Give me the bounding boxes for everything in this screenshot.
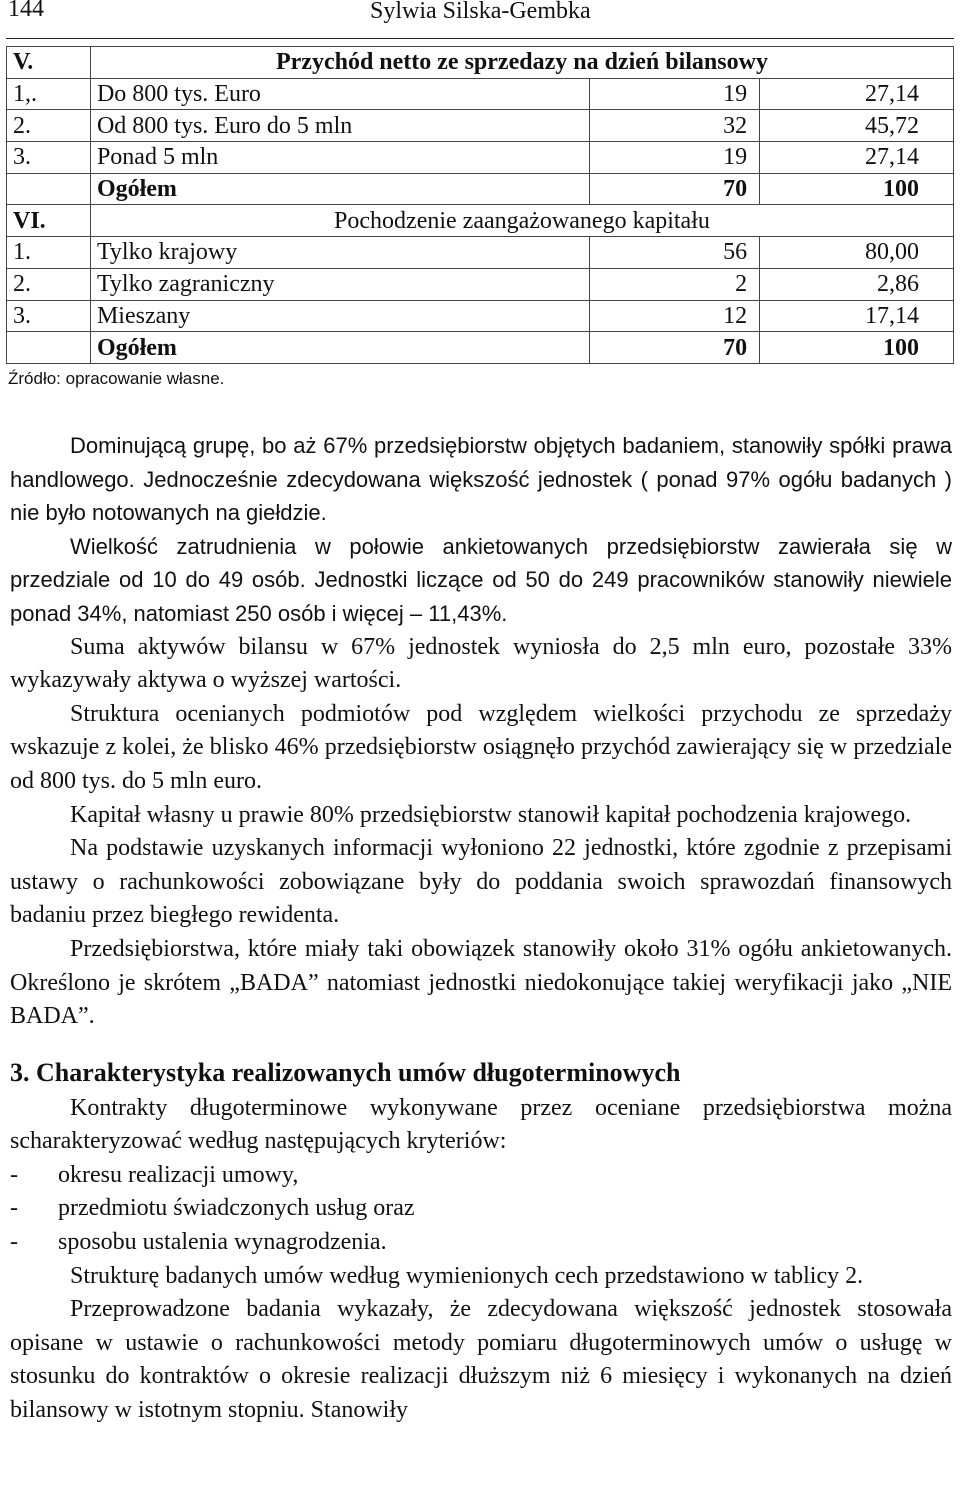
table-row <box>7 142 954 174</box>
statistics-table <box>6 46 954 364</box>
row-number: 3. <box>7 142 91 174</box>
total-count: 70 <box>590 173 760 205</box>
row-percent: 27,14 <box>760 142 954 174</box>
row-label: Mieszany <box>90 300 589 332</box>
list-item-text: sposobu ustalenia wynagrodzenia. <box>58 1229 387 1256</box>
row-label: Tylko krajowy <box>90 237 589 269</box>
paragraph: Kapitał własny u prawie 80% przedsiębiorstw stanowił kapitał pochodzenia krajowego. <box>70 801 912 828</box>
paragraph: Suma aktywów bilansu w 67% jednostek wyniosła do 2,5 mln euro, pozostałe 33% wykazywały aktywa o wyższej wartości. <box>10 633 952 694</box>
list-dash: - <box>10 1229 18 1256</box>
list-item <box>10 1192 952 1226</box>
total-percent: 100 <box>760 173 954 205</box>
row-percent: 2,86 <box>760 268 954 300</box>
list-item-text: przedmiotu świadczonych usług oraz <box>58 1195 415 1222</box>
section-number: V. <box>7 47 91 79</box>
total-count: 70 <box>590 332 760 364</box>
paragraph: Strukturę badanych umów według wymienionych cech przedstawiono w tablicy 2. <box>70 1262 864 1289</box>
row-count: 19 <box>590 78 760 110</box>
row-number: 3. <box>7 300 91 332</box>
row-number: 1,. <box>7 78 91 110</box>
table-row <box>7 268 954 300</box>
table-source-note: Źródło: opracowanie własne. <box>8 369 225 388</box>
running-head-author: Sylwia Silska-Gembka <box>370 0 591 24</box>
list-item-text: okresu realizacji umowy, <box>58 1161 299 1188</box>
row-count: 19 <box>590 142 760 174</box>
criteria-list <box>10 1159 952 1260</box>
row-count: 32 <box>590 110 760 142</box>
total-percent: 100 <box>760 332 954 364</box>
paragraph: Na podstawie uzyskanych informacji wyłoniono 22 jednostki, które zgodnie z przepisami ustawy o rachunkowości zobowiązane były do poddania swoich sprawozdań finansowych badaniu przez biegłego rewidenta. <box>10 835 952 929</box>
page-number: 144 <box>8 0 44 22</box>
row-number: 1. <box>7 237 91 269</box>
table-row <box>7 300 954 332</box>
table-section-header <box>7 205 954 237</box>
section-title: Pochodzenie zaangażowanego kapitału <box>90 205 953 237</box>
row-count: 2 <box>590 268 760 300</box>
paragraph: Kontrakty długoterminowe wykonywane przez oceniane przedsiębiorstwa można scharakteryzować według następujących kryteriów: <box>10 1094 952 1155</box>
table-total-row <box>7 173 954 205</box>
paragraph: Przedsiębiorstwa, które miały taki obowiązek stanowiły około 31% ogółu ankietowanych. Określono je skrótem „BADA” natomiast jednostki niedokonujące takiej weryfikacji jako „NIE BADA”. <box>10 935 952 1030</box>
row-label: Ponad 5 mln <box>90 142 589 174</box>
total-label: Ogółem <box>90 332 589 364</box>
row-count: 12 <box>590 300 760 332</box>
row-percent: 17,14 <box>760 300 954 332</box>
row-label: Tylko zagraniczny <box>90 268 589 300</box>
row-percent: 80,00 <box>760 237 954 269</box>
body-text <box>10 429 952 1428</box>
paragraph: Przeprowadzone badania wykazały, że zdecydowana większość jednostek stosowała opisane w ustawie o rachunkowości metody pomiaru długoterminowych umów o usługę w stosunku do kontraktów o okresie realizacji dłuższym niż 6 miesięcy i wykonanych na dzień bilansowy w istotnym stopniu. Stanowiły <box>10 1296 952 1424</box>
total-label: Ogółem <box>90 173 589 205</box>
row-number: 2. <box>7 268 91 300</box>
paragraph: Wielkość zatrudnienia w połowie ankietowanych przedsiębiorstw zawierała się w przedziale od 10 do 49 osób. Jednostki liczące od 50 do 249 pracowników stanowiły niewiele ponad 34%, natomiast 250 osób i więcej – 11,43%. <box>10 533 952 626</box>
row-label: Do 800 tys. Euro <box>90 78 589 110</box>
table-section-header <box>7 47 954 79</box>
row-percent: 45,72 <box>760 110 954 142</box>
paragraph: Struktura ocenianych podmiotów pod względem wielkości przychodu ze sprzedaży wskazuje z kolei, że blisko 46% przedsiębiorstw osiągnęło przychód zawierający się w przedziale od 800 tys. do 5 mln euro. <box>10 700 952 794</box>
section-heading: 3. Charakterystyka realizowanych umów długoterminowych <box>10 1057 681 1087</box>
row-label: Od 800 tys. Euro do 5 mln <box>90 110 589 142</box>
header-rule <box>6 38 954 39</box>
row-count: 56 <box>590 237 760 269</box>
section-number: VI. <box>7 205 91 237</box>
section-title: Przychód netto ze sprzedazy na dzień bilansowy <box>90 47 953 79</box>
list-dash: - <box>10 1161 18 1188</box>
row-number: 2. <box>7 110 91 142</box>
paragraph: Dominującą grupę, bo aż 67% przedsiębiorstw objętych badaniem, stanowiły spółki prawa handlowego. Jednocześnie zdecydowana większość jednostek ( ponad 97% ogółu badanych ) nie było notowanych na giełdzie. <box>10 433 952 526</box>
list-dash: - <box>10 1195 18 1222</box>
list-item <box>10 1159 952 1193</box>
table-row <box>7 78 954 110</box>
row-percent: 27,14 <box>760 78 954 110</box>
table-row <box>7 110 954 142</box>
table-row <box>7 237 954 269</box>
list-item <box>10 1226 952 1260</box>
table-total-row <box>7 332 954 364</box>
